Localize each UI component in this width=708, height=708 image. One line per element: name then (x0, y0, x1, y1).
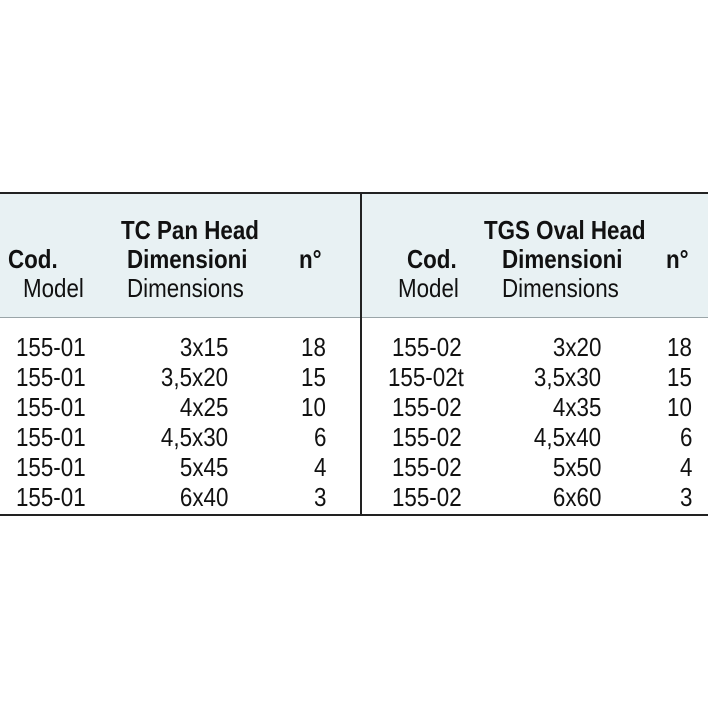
left-group-title: TC Pan Head (121, 215, 259, 245)
right-row-code: 155-02 (392, 422, 462, 452)
right-row-qty: 15 (667, 362, 692, 392)
right-row-qty: 3 (679, 482, 692, 512)
right-dim-label-it: Dimensioni (502, 244, 623, 274)
left-row-code: 155-01 (16, 362, 86, 392)
left-row-dim: 5x45 (179, 452, 228, 482)
left-row-code: 155-01 (16, 392, 86, 422)
left-row-code: 155-01 (16, 452, 86, 482)
right-row-dim: 6x60 (552, 482, 601, 512)
left-row-code: 155-01 (16, 332, 86, 362)
right-row-code: 155-02 (392, 332, 462, 362)
left-code-label-en: Model (23, 273, 84, 303)
left-code-label-it: Cod. (8, 244, 58, 274)
right-code-label-it: Cod. (407, 244, 457, 274)
right-row-code: 155-02 (392, 392, 462, 422)
right-dim-label-en: Dimensions (502, 273, 619, 303)
left-row-dim: 3,5x20 (160, 362, 228, 392)
right-row-dim: 4,5x40 (533, 422, 601, 452)
right-row-dim: 5x50 (552, 452, 601, 482)
group-divider (360, 194, 362, 514)
left-row-qty: 6 (313, 422, 326, 452)
left-row-code: 155-01 (16, 422, 86, 452)
right-row-dim: 4x35 (552, 392, 601, 422)
right-row-qty: 10 (667, 392, 692, 422)
left-row-dim: 6x40 (179, 482, 228, 512)
left-dim-label-en: Dimensions (127, 273, 244, 303)
right-group-title: TGS Oval Head (484, 215, 646, 245)
left-row-dim: 4,5x30 (160, 422, 228, 452)
right-row-qty: 18 (667, 332, 692, 362)
left-dim-label-it: Dimensioni (127, 244, 248, 274)
left-row-dim: 4x25 (179, 392, 228, 422)
left-row-qty: 4 (313, 452, 326, 482)
left-row-qty: 15 (301, 362, 326, 392)
left-qty-label: n° (299, 244, 322, 274)
left-row-qty: 18 (301, 332, 326, 362)
right-qty-label: n° (666, 244, 689, 274)
right-row-code: 155-02 (392, 452, 462, 482)
right-row-code: 155-02t (388, 362, 464, 392)
right-row-dim: 3,5x30 (533, 362, 601, 392)
right-row-qty: 4 (679, 452, 692, 482)
left-row-qty: 10 (301, 392, 326, 422)
right-row-qty: 6 (679, 422, 692, 452)
left-row-qty: 3 (313, 482, 326, 512)
right-row-code: 155-02 (392, 482, 462, 512)
right-row-dim: 3x20 (552, 332, 601, 362)
left-row-code: 155-01 (16, 482, 86, 512)
product-table (0, 192, 708, 516)
right-code-label-en: Model (398, 273, 459, 303)
left-row-dim: 3x15 (179, 332, 228, 362)
